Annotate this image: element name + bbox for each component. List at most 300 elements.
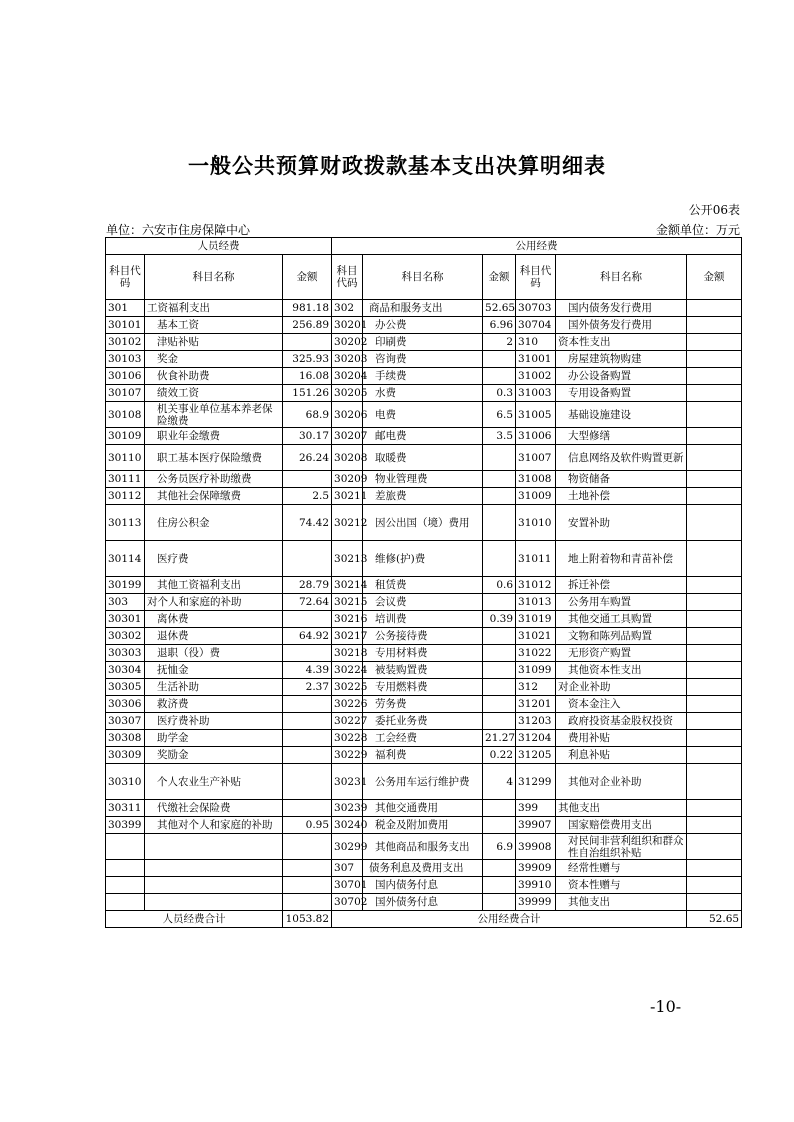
name-cell: 文物和陈列品购置 [556,628,687,645]
name-cell: 离休费 [145,611,283,628]
amount-cell: 981.18 [283,300,332,317]
amount-cell [283,894,332,911]
name-cell: 住房公积金 [145,505,283,541]
code-cell: 30107 [106,385,145,402]
amount-cell [483,713,516,730]
column-header-row [106,255,742,300]
name-cell: 公务用车购置 [556,594,687,611]
code-cell: 31013 [516,594,556,611]
code-cell [106,860,145,877]
code-cell: 31009 [516,488,556,505]
name-cell: 拆迁补偿 [556,577,687,594]
code-cell: 30106 [106,368,145,385]
code-cell: 30308 [106,730,145,747]
name-cell: 电费 [363,402,483,428]
code-cell: 30310 [106,764,145,800]
code-cell: 30304 [106,662,145,679]
table-row [106,385,742,402]
table-row [106,428,742,445]
name-cell: 水费 [363,385,483,402]
personnel-total-label: 人员经费合计 [106,911,283,928]
name-cell: 公务用车运行维护费 [363,764,483,800]
amount-cell [687,645,742,662]
amount-cell: 4 [483,764,516,800]
amount-cell [687,877,742,894]
name-cell: 退休费 [145,628,283,645]
code-cell: 31099 [516,662,556,679]
public-total-label: 公用经费合计 [332,911,687,928]
name-cell: 土地补偿 [556,488,687,505]
name-cell: 退职（役）费 [145,645,283,662]
table-row [106,764,742,800]
code-cell: 31002 [516,368,556,385]
name-cell: 医疗费 [145,541,283,577]
name-cell: 救济费 [145,696,283,713]
code-cell: 30227 [332,713,363,730]
table-row [106,730,742,747]
amount-cell: 68.9 [283,402,332,428]
amount-cell: 0.22 [483,747,516,764]
code-cell [106,834,145,860]
name-cell: 房屋建筑物购建 [556,351,687,368]
name-cell: 专用材料费 [363,645,483,662]
code-cell: 30110 [106,445,145,471]
amount-cell: 151.26 [283,385,332,402]
name-cell: 利息补贴 [556,747,687,764]
code-cell: 30109 [106,428,145,445]
amount-cell [283,645,332,662]
code-cell: 30302 [106,628,145,645]
code-cell: 31001 [516,351,556,368]
amount-cell [687,834,742,860]
code-cell: 30239 [332,800,363,817]
amount-cell: 0.95 [283,817,332,834]
amount-cell [687,800,742,817]
code-cell: 30204 [332,368,363,385]
table-row [106,662,742,679]
amount-cell [483,800,516,817]
amount-cell [687,317,742,334]
code-cell: 30113 [106,505,145,541]
code-cell: 31006 [516,428,556,445]
amount-cell [687,817,742,834]
code-cell: 301 [106,300,145,317]
name-cell: 国家赔偿费用支出 [556,817,687,834]
amount-cell [687,730,742,747]
name-cell: 其他交通工具购置 [556,611,687,628]
amount-cell: 3.5 [483,428,516,445]
name-cell: 资本金注入 [556,696,687,713]
code-cell: 31021 [516,628,556,645]
table-row [106,679,742,696]
amount-cell: 2.37 [283,679,332,696]
amount-cell: 0.3 [483,385,516,402]
amount-cell: 64.92 [283,628,332,645]
name-header: 科目名称 [145,255,283,300]
amount-cell [483,594,516,611]
code-cell: 31022 [516,645,556,662]
amount-cell: 2 [483,334,516,351]
name-cell: 基础设施建设 [556,402,687,428]
code-cell: 30299 [332,834,363,860]
code-cell: 31005 [516,402,556,428]
name-cell: 助学金 [145,730,283,747]
code-cell: 30206 [332,402,363,428]
amount-cell [687,747,742,764]
name-cell: 其他资本性支出 [556,662,687,679]
name-cell: 对企业补助 [556,679,687,696]
code-cell: 39909 [516,860,556,877]
code-cell: 31201 [516,696,556,713]
code-cell: 30225 [332,679,363,696]
table-row [106,577,742,594]
name-cell: 其他社会保障缴费 [145,488,283,505]
amount-cell [283,860,332,877]
name-cell: 会议费 [363,594,483,611]
code-cell: 30101 [106,317,145,334]
code-cell: 310 [516,334,556,351]
name-cell: 专用燃料费 [363,679,483,696]
amount-cell [283,730,332,747]
name-cell: 对个人和家庭的补助 [145,594,283,611]
table-row [106,860,742,877]
expenditure-table [105,237,742,928]
code-cell: 30307 [106,713,145,730]
amount-cell [687,445,742,471]
amount-cell: 6.9 [483,834,516,860]
code-cell: 30114 [106,541,145,577]
code-cell: 30240 [332,817,363,834]
name-cell: 资本性支出 [556,334,687,351]
personnel-total-value: 1053.82 [283,911,332,928]
name-cell [145,877,283,894]
code-cell: 30224 [332,662,363,679]
amount-cell [483,817,516,834]
amount-cell [483,860,516,877]
name-cell: 职工基本医疗保险缴费 [145,445,283,471]
name-cell: 代缴社会保险费 [145,800,283,817]
totals-row [106,911,742,928]
amount-cell [483,877,516,894]
amount-cell [283,877,332,894]
code-cell: 303 [106,594,145,611]
code-cell: 302 [332,300,363,317]
code-cell: 30229 [332,747,363,764]
amount-cell: 52.65 [483,300,516,317]
table-row [106,471,742,488]
amount-cell [687,368,742,385]
code-cell: 30214 [332,577,363,594]
code-cell: 30301 [106,611,145,628]
code-cell: 312 [516,679,556,696]
code-cell: 30218 [332,645,363,662]
amount-cell [687,402,742,428]
name-cell: 国内债务发行费用 [556,300,687,317]
page-title: 一般公共预算财政拨款基本支出决算明细表 [188,153,606,178]
amount-cell [687,471,742,488]
amount-cell [483,505,516,541]
amount-cell [687,505,742,541]
code-cell: 307 [332,860,363,877]
name-cell: 培训费 [363,611,483,628]
amount-cell [483,662,516,679]
code-cell: 30212 [332,505,363,541]
amount-cell [283,834,332,860]
amount-cell: 0.6 [483,577,516,594]
table-row [106,894,742,911]
name-cell: 抚恤金 [145,662,283,679]
amount-cell [483,894,516,911]
table-row [106,877,742,894]
amount-cell: 74.42 [283,505,332,541]
name-cell: 对民间非营利组织和群众性自治组织补贴 [556,834,687,860]
code-cell: 30108 [106,402,145,428]
name-cell: 因公出国（境）费用 [363,505,483,541]
code-cell: 31012 [516,577,556,594]
name-cell: 工资福利支出 [145,300,283,317]
name-cell: 福利费 [363,747,483,764]
amount-cell [687,860,742,877]
amount-cell: 2.5 [283,488,332,505]
table-row [106,317,742,334]
amount-header: 金额 [687,255,742,300]
table-row [106,800,742,817]
name-cell: 个人农业生产补贴 [145,764,283,800]
amount-cell [687,300,742,317]
amount-cell [283,713,332,730]
code-cell: 30199 [106,577,145,594]
amount-cell [283,747,332,764]
code-cell: 30305 [106,679,145,696]
name-cell: 国外债务付息 [363,894,483,911]
amount-cell [687,662,742,679]
name-cell: 物业管理费 [363,471,483,488]
name-cell: 其他商品和服务支出 [363,834,483,860]
code-cell: 31007 [516,445,556,471]
name-cell: 公务接待费 [363,628,483,645]
code-cell: 30207 [332,428,363,445]
table-row [106,628,742,645]
amount-cell [687,428,742,445]
name-cell: 专用设备购置 [556,385,687,402]
amount-cell: 256.89 [283,317,332,334]
code-cell: 399 [516,800,556,817]
amount-cell: 6.5 [483,402,516,428]
code-cell: 30309 [106,747,145,764]
public-header: 公用经费 [332,238,742,255]
name-cell: 伙食补助费 [145,368,283,385]
name-cell: 公务员医疗补助缴费 [145,471,283,488]
name-cell: 地上附着物和青苗补偿 [556,541,687,577]
code-cell: 31203 [516,713,556,730]
amount-cell: 21.27 [483,730,516,747]
name-cell: 印刷费 [363,334,483,351]
name-cell: 债务利息及费用支出 [363,860,483,877]
amount-cell [687,764,742,800]
amount-cell [283,800,332,817]
amount-cell [283,764,332,800]
name-cell: 奖金 [145,351,283,368]
amount-cell [483,679,516,696]
code-cell: 30311 [106,800,145,817]
name-cell: 劳务费 [363,696,483,713]
table-row [106,747,742,764]
table-row [106,696,742,713]
name-cell: 其他支出 [556,800,687,817]
name-cell: 奖励金 [145,747,283,764]
amount-cell [483,628,516,645]
amount-cell [687,894,742,911]
name-header: 科目名称 [556,255,687,300]
name-cell: 物资储备 [556,471,687,488]
amount-cell [483,351,516,368]
amount-cell [687,351,742,368]
code-cell: 39999 [516,894,556,911]
name-cell: 绩效工资 [145,385,283,402]
table-row [106,351,742,368]
code-cell: 31019 [516,611,556,628]
code-cell: 31205 [516,747,556,764]
code-cell: 39910 [516,877,556,894]
name-cell: 国外债务发行费用 [556,317,687,334]
name-cell: 办公费 [363,317,483,334]
name-cell: 基本工资 [145,317,283,334]
code-header: 科目代码 [516,255,556,300]
name-cell [145,860,283,877]
code-cell: 31008 [516,471,556,488]
name-cell: 商品和服务支出 [363,300,483,317]
amount-cell [483,645,516,662]
table-row [106,713,742,730]
name-cell: 政府投资基金股权投资 [556,713,687,730]
name-cell: 津贴补贴 [145,334,283,351]
name-cell: 国内债务付息 [363,877,483,894]
table-row [106,368,742,385]
name-cell: 无形资产购置 [556,645,687,662]
amount-cell: 4.39 [283,662,332,679]
amount-cell [687,713,742,730]
section-header-row [106,238,742,255]
table-row [106,488,742,505]
amount-cell: 26.24 [283,445,332,471]
code-cell: 31003 [516,385,556,402]
public-total-value: 52.65 [687,911,742,928]
name-cell: 生活补助 [145,679,283,696]
name-cell: 差旅费 [363,488,483,505]
table-row [106,834,742,860]
amount-cell [283,334,332,351]
table-row [106,817,742,834]
name-cell: 资本性赠与 [556,877,687,894]
table-row [106,402,742,428]
amount-cell: 0.39 [483,611,516,628]
name-cell: 维修(护)费 [363,541,483,577]
code-cell: 30201 [332,317,363,334]
code-cell: 30211 [332,488,363,505]
name-cell: 职业年金缴费 [145,428,283,445]
amount-cell [483,696,516,713]
code-cell: 30217 [332,628,363,645]
amount-cell [687,696,742,713]
amount-cell [687,541,742,577]
code-cell: 30209 [332,471,363,488]
name-cell: 信息网络及软件购置更新 [556,445,687,471]
name-cell: 邮电费 [363,428,483,445]
code-cell: 30208 [332,445,363,471]
name-cell [145,834,283,860]
code-cell: 30306 [106,696,145,713]
page-number: -10- [650,997,682,1016]
form-code: 公开06表 [688,203,740,217]
amount-cell: 28.79 [283,577,332,594]
table-row [106,541,742,577]
amount-cell [687,385,742,402]
code-cell: 31204 [516,730,556,747]
amount-cell [483,488,516,505]
amount-cell: 6.96 [483,317,516,334]
name-cell: 其他支出 [556,894,687,911]
table-row [106,334,742,351]
amount-cell [283,471,332,488]
amount-cell [483,445,516,471]
name-cell: 其他交通费用 [363,800,483,817]
code-cell: 30704 [516,317,556,334]
code-cell: 39908 [516,834,556,860]
amount-cell [483,541,516,577]
amount-cell: 30.17 [283,428,332,445]
name-cell: 被装购置费 [363,662,483,679]
table-row [106,505,742,541]
name-cell: 费用补贴 [556,730,687,747]
code-cell: 30226 [332,696,363,713]
code-cell: 39907 [516,817,556,834]
code-cell: 30102 [106,334,145,351]
code-cell: 30213 [332,541,363,577]
name-cell: 手续费 [363,368,483,385]
name-cell: 其他工资福利支出 [145,577,283,594]
code-cell [106,894,145,911]
name-cell: 委托业务费 [363,713,483,730]
code-cell: 30703 [516,300,556,317]
code-cell: 31011 [516,541,556,577]
code-cell: 30215 [332,594,363,611]
code-header: 科目代码 [332,255,363,300]
amount-header: 金额 [483,255,516,300]
amount-cell [687,628,742,645]
table-row [106,645,742,662]
name-cell: 咨询费 [363,351,483,368]
name-cell: 租赁费 [363,577,483,594]
code-cell: 30231 [332,764,363,800]
name-cell: 办公设备购置 [556,368,687,385]
code-cell: 30112 [106,488,145,505]
code-cell: 30228 [332,730,363,747]
code-header: 科目代码 [106,255,145,300]
name-cell: 安置补助 [556,505,687,541]
name-cell: 税金及附加费用 [363,817,483,834]
table-row [106,445,742,471]
amount-cell [687,577,742,594]
table-body [106,238,742,911]
code-cell: 30203 [332,351,363,368]
code-cell: 30103 [106,351,145,368]
code-cell: 31010 [516,505,556,541]
amount-cell [687,679,742,696]
code-cell: 30701 [332,877,363,894]
amount-cell [687,488,742,505]
code-cell: 30702 [332,894,363,911]
code-cell: 30399 [106,817,145,834]
